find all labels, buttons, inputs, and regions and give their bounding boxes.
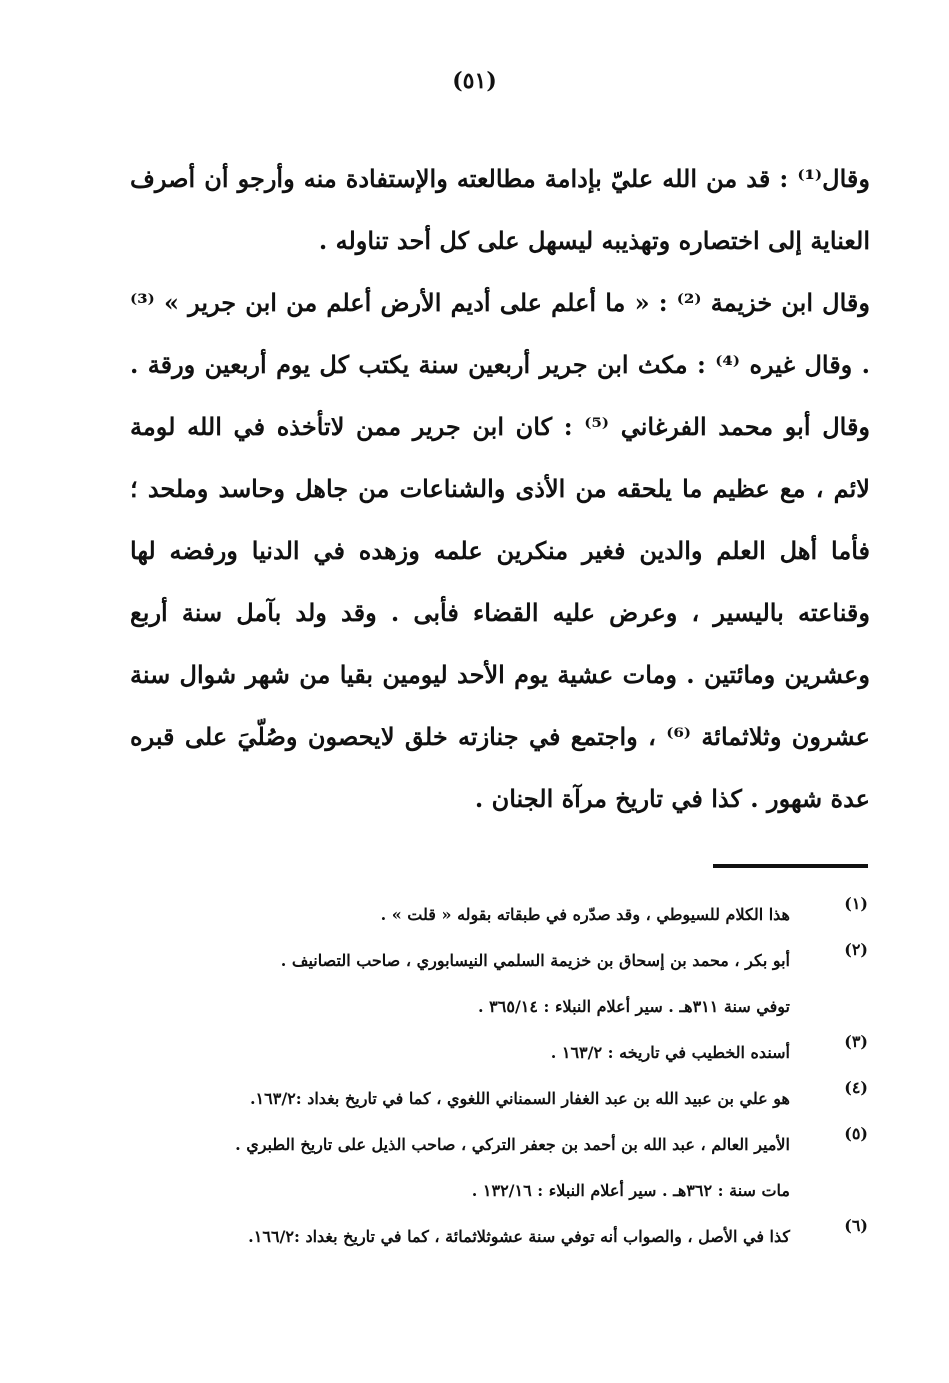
footnote-2 (132, 942, 870, 1034)
footnote-number: (٥) (844, 1124, 868, 1143)
footnote-text: أسنده الخطيب في تاريخه : ١٦٣/٢ . (550, 1043, 790, 1062)
footnotes (132, 896, 870, 1264)
footnote-number: (٢) (844, 940, 868, 959)
footnote-number: (٣) (844, 1032, 868, 1051)
footnote-separator (713, 864, 868, 868)
main-text (130, 148, 870, 830)
footnote-4 (132, 1080, 870, 1126)
paragraph-2: وقال ابن خزيمة ⁽²⁾ : « ما أعلم على أديم الأرض أعلم من ابن جرير » ⁽³⁾ . وقال غيره ⁽⁴⁾ : مكث ابن جرير أربعين سنة يكتب كل يوم أربعين ورقة . وقال أبو محمد الفرغاني ⁽⁵⁾ : كان ابن جرير ممن لاتأخذه في الله لومة لائم ، مع عظيم ما يلحقه من الأذى والشناعات من جاهل وحاسد وملحد ؛ فأما أهل العلم والدين فغير منكرين علمه وزهده في الدنيا ورفضه لها وقناعته باليسير ، وعرض عليه القضاء فأبى . وقد ولد بآمل سنة أربع وعشرين ومائتين . ومات عشية يوم الأحد ليومين بقيا من شهر شوال سنة عشرون وثلاثمائة ⁽⁶⁾ ، واجتمع في جنازته خلق لايحصون وصُلّيَ على قبره عدة شهور . كذا في تاريخ مرآة الجنان . (130, 288, 871, 813)
footnote-text: الأمير العالم ، عبد الله بن أحمد بن جعفر التركي ، صاحب الذيل على تاريخ الطبري . (235, 1135, 790, 1154)
footnote-5 (132, 1126, 870, 1218)
footnote-number: (٤) (844, 1078, 868, 1097)
page-number: (٥١) (452, 68, 497, 94)
footnote-text: أبو بكر ، محمد بن إسحاق بن خزيمة السلمي النيسابوري ، صاحب التصانيف . (280, 951, 790, 970)
footnote-number: (٦) (844, 1216, 868, 1235)
footnote-text: هو علي بن عبيد الله بن عبد الغفار السمناني اللغوي ، كما في تاريخ بغداد :١٦٣/٢. (249, 1089, 790, 1108)
footnote-text: هذا الكلام للسيوطي ، وقد صدّره في طبقاته بقوله « قلت » . (380, 905, 790, 924)
footnote-6 (132, 1218, 870, 1264)
footnote-number: (١) (844, 894, 868, 913)
footnote-text: مات سنة : ٣٦٢هـ . سير أعلام النبلاء : ١٣٢/١٦ . (471, 1181, 790, 1200)
footnote-text: توفي سنة ٣١١هـ . سير أعلام النبلاء : ٣٦٥/١٤ . (478, 997, 790, 1016)
footnote-3 (132, 1034, 870, 1080)
footnote-text: كذا في الأصل ، والصواب أنه توفي سنة عشوثلاثمائة ، كما في تاريخ بغداد :١٦٦/٢. (248, 1227, 790, 1246)
footnote-1 (132, 896, 870, 942)
paragraph-1: وقال⁽¹⁾ : قد من الله عليّ بإدامة مطالعته والإستفادة منه وأرجو أن أصرف العناية إلى اختصاره وتهذيبه ليسهل على كل أحد تناوله . (130, 164, 870, 255)
